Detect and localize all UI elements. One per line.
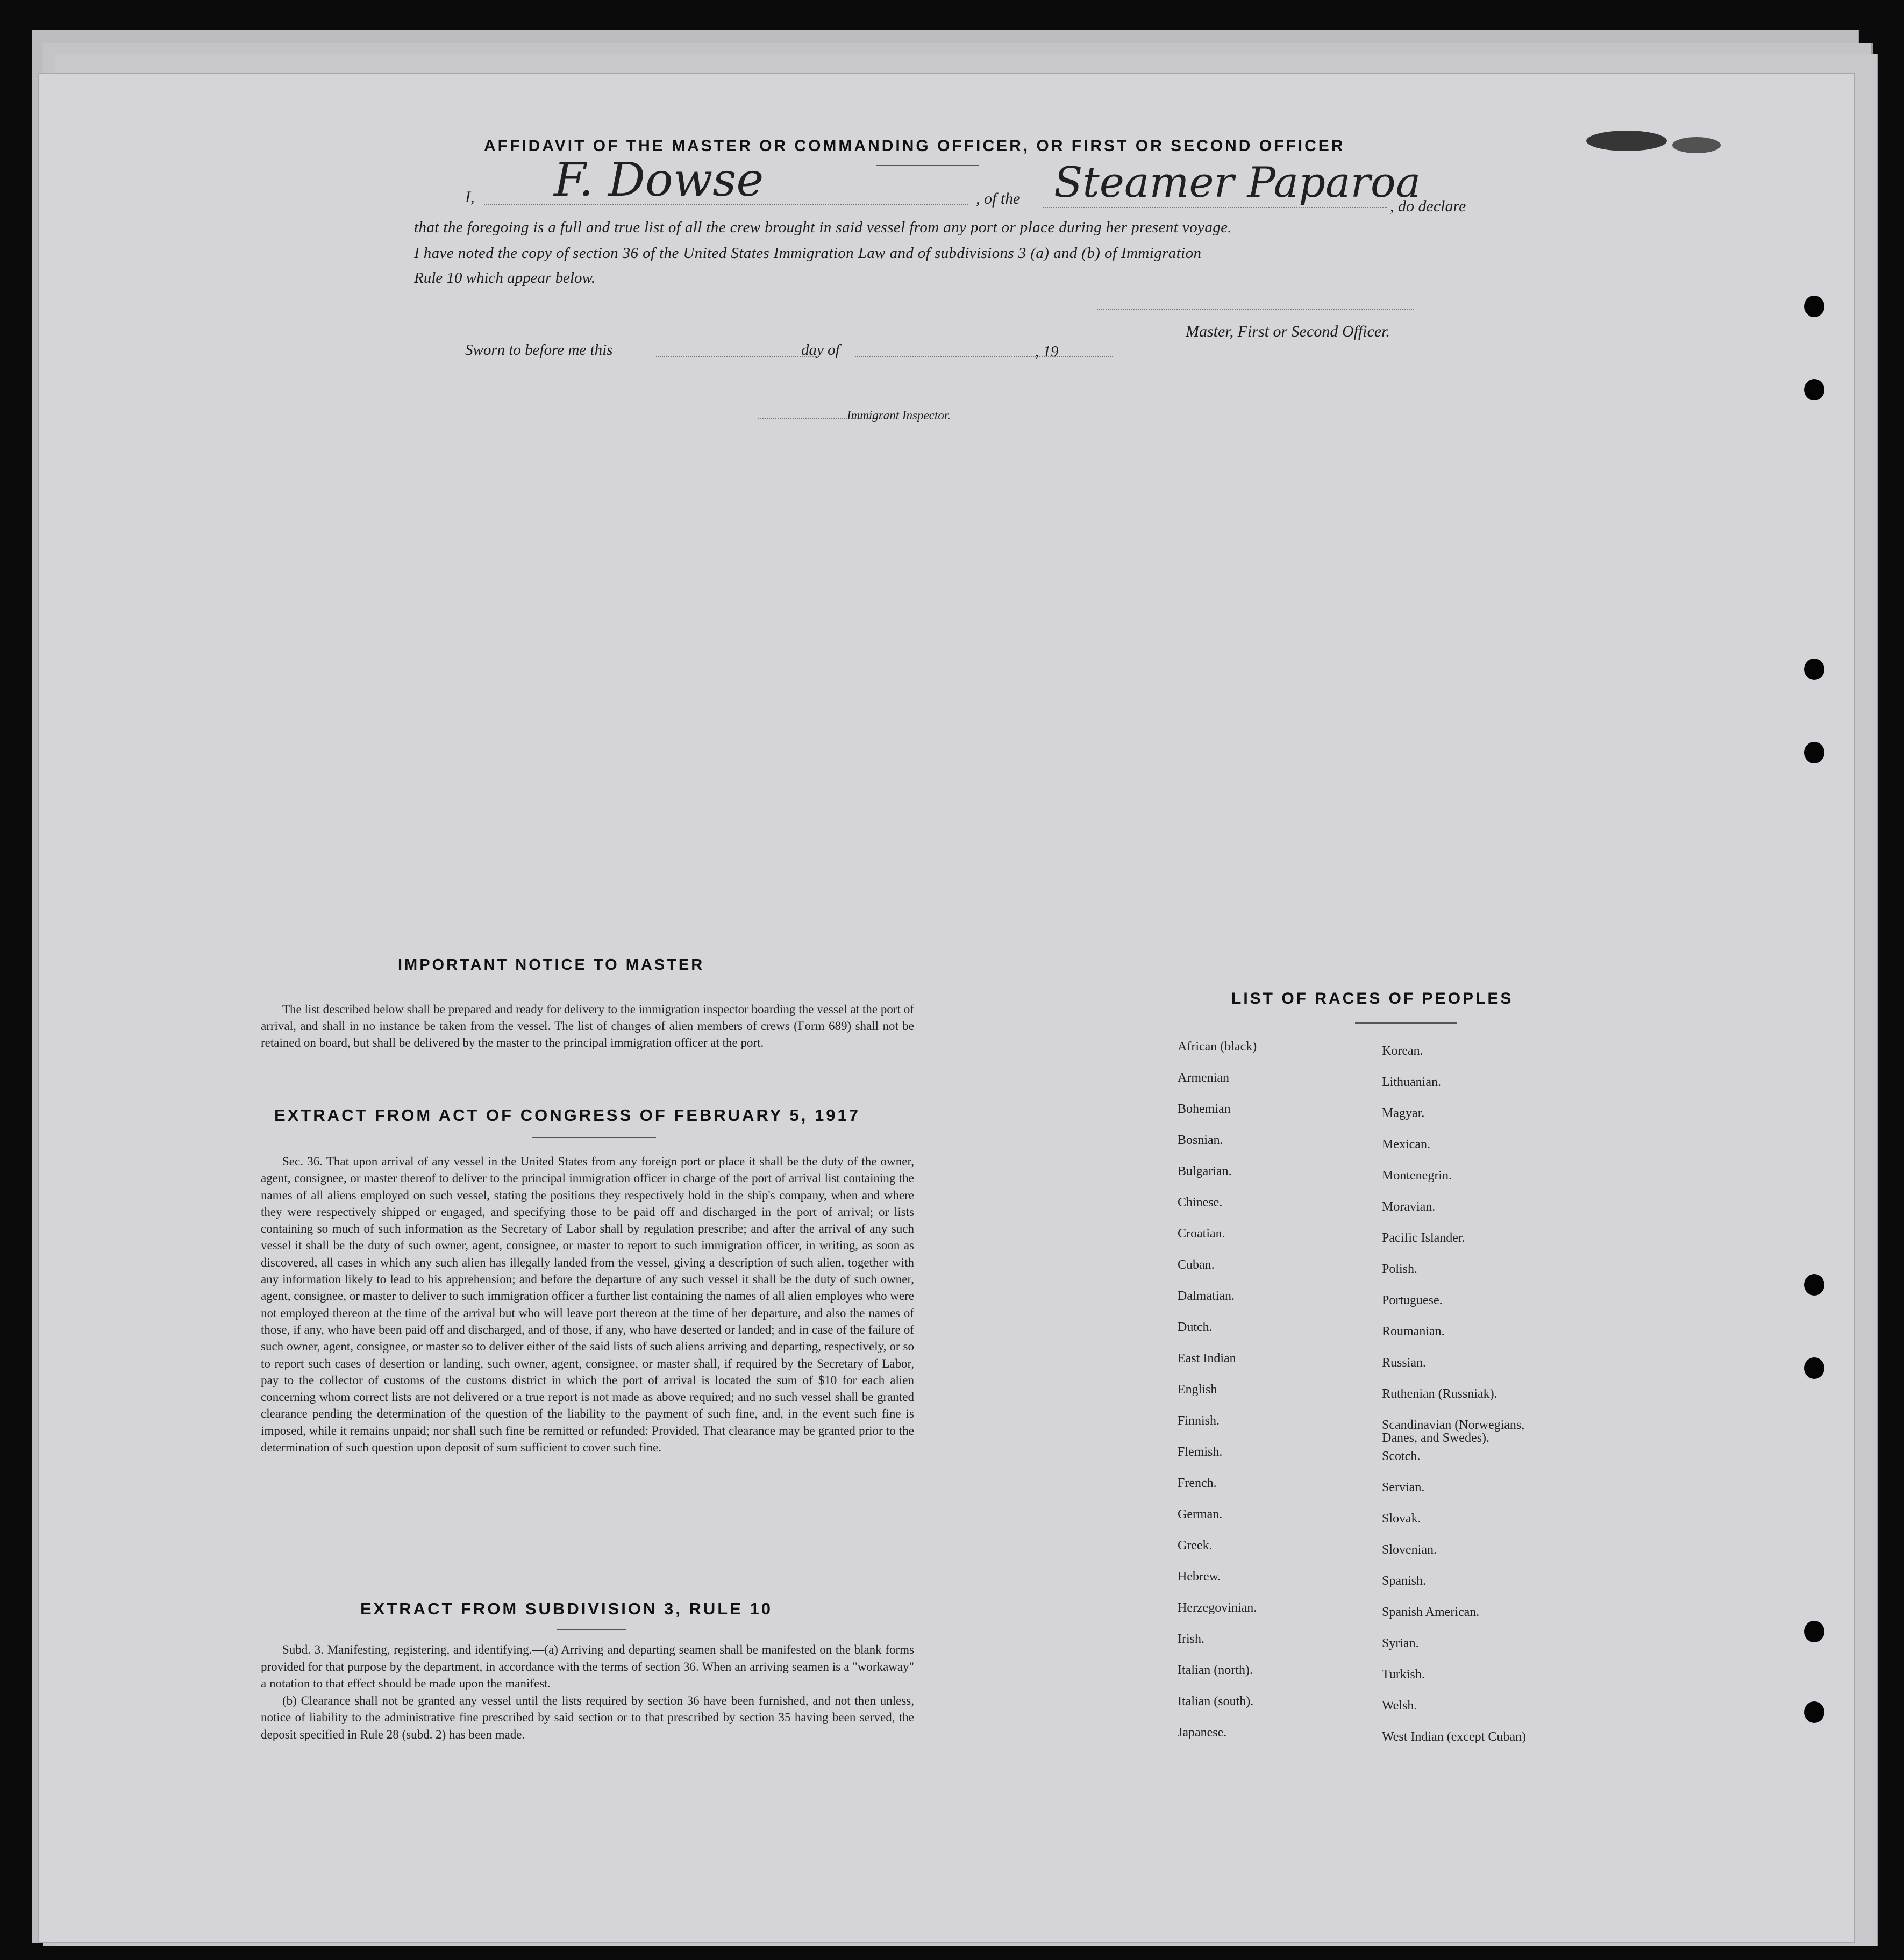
rule-paragraph-a: Subd. 3. Manifesting, registering, and identifying.—(a) Arriving and departing seamen shall be manifested on the blank forms provided for that purpose by the department, in accordance with the terms of section 36. When an arriving seamen is a "workaway" a notation to that effect should be made upon the manifest. <box>261 1643 914 1690</box>
inspector-label: Immigrant Inspector. <box>847 409 951 422</box>
punch-hole <box>1804 742 1824 763</box>
race-item: German. <box>1178 1507 1223 1521</box>
signature-line <box>1097 309 1414 310</box>
do-declare-label: , do declare <box>1390 197 1466 215</box>
race-item: Turkish. <box>1382 1668 1425 1682</box>
act-paragraph: Sec. 36. That upon arrival of any vessel in the United States from any foreign port or place it shall be the duty of the owner, agent, consignee, or master thereof to deliver to the principal immigration officer in charge of the port of arrival list containing the names of all aliens employed on such vessel, stating the positions they respectively hold in the ship's company, when and where they were respectively shipped or engaged, and specifying those to be paid off and discharged in the port of arrival; or lists containing so much of such information as the Secretary of Labor shall by regulation prescribe; and after the arrival of any such vessel it shall be the duty of such owner, agent, consignee, or master to report to such immigration officer, in writing, as soon as discovered, all cases in which any such alien has illegally landed from the vessel, giving a description of such alien, together with any information likely to lead to his apprehension; and before the departure of any such vessel it shall be the duty of such owner, agent, consignee, or master to deliver to such immigration officer a further list containing the names of all alien employes who were not employed thereon at the time of the arrival but who will leave port thereon at the time of her departure, and also the names of those, if any, who have been paid off and discharged, and of those, if any, who have deserted or landed; and in case of the failure of such owner, agent, consignee, or master so to deliver either of the said lists of such aliens arriving and departing, respectively, or so to report such cases of desertion or landing, such owner, agent, consignee, or master shall, if required by the Secretary of Labor, pay to the collector of customs of the customs district in which the port of arrival is located the sum of $10 for each alien concerning whom correct lists are not delivered or a true report is not made as above required; and no such vessel shall be granted clearance pending the determination of the question of the liability to the payment of such fine, and, in the event such fine is imposed, while it remains unpaid; nor shall such fine be remitted or refunded: Provided, That clearance may be granted prior to the determination of such question upon deposit of sum sufficient to cover such fine. <box>261 1155 915 1455</box>
i-label: I, <box>465 188 475 206</box>
race-item: Magyar. <box>1382 1106 1425 1120</box>
divider <box>532 1137 656 1138</box>
punch-hole <box>1804 1357 1824 1379</box>
race-item: Cuban. <box>1178 1258 1215 1272</box>
race-item: Spanish. <box>1382 1574 1427 1588</box>
rule-title: EXTRACT FROM SUBDIVISION 3, RULE 10 <box>360 1599 773 1618</box>
master-name-handwritten: F. Dowse <box>554 153 764 207</box>
divider <box>876 165 979 166</box>
race-item: Polish. <box>1382 1262 1418 1276</box>
race-item: Slovak. <box>1382 1512 1421 1526</box>
sworn-label: Sworn to before me this <box>465 341 613 359</box>
races-right-column <box>1382 1045 1559 1762</box>
punch-hole <box>1804 1274 1824 1296</box>
punch-hole <box>1804 659 1824 680</box>
race-item: Italian (south). <box>1178 1694 1254 1708</box>
race-item: Spanish American. <box>1382 1605 1480 1619</box>
notice-paragraph: The list described below shall be prepared and ready for delivery to the immigration inspector boarding the vessel at the port of arrival, and shall in no instance be taken from the vessel. The list of changes of alien members of crews (Form 689) shall not be retained on board, but shall be delivered by the master to the principal immigration officer at the port. <box>261 1003 914 1049</box>
race-item: Bulgarian. <box>1178 1164 1232 1178</box>
act-title: EXTRACT FROM ACT OF CONGRESS OF FEBRUARY 5, 1917 <box>274 1106 860 1125</box>
day-of-label: day of <box>801 341 840 359</box>
race-item: Portuguese. <box>1382 1293 1443 1307</box>
race-item: Italian (north). <box>1178 1663 1253 1677</box>
punch-hole <box>1804 379 1824 400</box>
race-item: East Indian <box>1178 1351 1236 1365</box>
race-item: West Indian (except Cuban) <box>1382 1730 1526 1744</box>
race-item: French. <box>1178 1476 1217 1490</box>
affidavit-line-3: I have noted the copy of section 36 of the United States Immigration Law and of subdivisions 3 (a) and (b) of Immigration <box>414 245 1202 262</box>
race-item: Greek. <box>1178 1539 1213 1553</box>
ink-smudge <box>1586 131 1667 151</box>
race-item: Moravian. <box>1382 1200 1436 1214</box>
ink-smudge <box>1672 137 1721 153</box>
year-label: , 19 <box>1035 343 1059 360</box>
race-item: Bohemian <box>1178 1102 1231 1116</box>
race-item: Chinese. <box>1178 1196 1223 1210</box>
race-item: Armenian <box>1178 1071 1229 1085</box>
race-item: Roumanian. <box>1382 1325 1445 1339</box>
race-item: Hebrew. <box>1178 1570 1221 1584</box>
race-item: English <box>1178 1383 1217 1397</box>
race-item: Herzegovinian. <box>1178 1601 1257 1615</box>
race-item: Scandinavian (Norwegians, Danes, and Swedes). <box>1382 1418 1525 1445</box>
race-item: African (black) <box>1178 1040 1257 1054</box>
race-item: Russian. <box>1382 1356 1427 1370</box>
race-item: Croatian. <box>1178 1227 1225 1241</box>
notice-body <box>261 1001 914 1051</box>
notice-title: IMPORTANT NOTICE TO MASTER <box>398 956 705 974</box>
affidavit-line-4: Rule 10 which appear below. <box>414 269 595 287</box>
sworn-month-line <box>855 356 1113 357</box>
races-left-column <box>1178 1040 1257 1757</box>
race-item: Finnish. <box>1178 1414 1220 1428</box>
race-item: Syrian. <box>1382 1636 1419 1650</box>
race-item: Montenegrin. <box>1382 1169 1452 1183</box>
race-item: Ruthenian (Russniak). <box>1382 1387 1497 1401</box>
document-page <box>38 73 1855 1943</box>
race-item: Irish. <box>1178 1632 1204 1646</box>
divider <box>1355 1022 1457 1024</box>
race-item: Lithuanian. <box>1382 1075 1441 1089</box>
race-item: Flemish. <box>1178 1445 1223 1459</box>
affidavit-line-2: that the foregoing is a full and true list of all the crew brought in said vessel from any port or place during her present voyage. <box>414 219 1232 236</box>
race-item: Korean. <box>1382 1044 1423 1058</box>
master-label: Master, First or Second Officer. <box>1186 323 1390 340</box>
punch-hole <box>1804 1621 1824 1642</box>
sworn-day-line <box>656 356 817 357</box>
punch-hole <box>1804 296 1824 317</box>
rule-body <box>261 1641 914 1743</box>
punch-hole <box>1804 1701 1824 1723</box>
race-item: Pacific Islander. <box>1382 1231 1465 1245</box>
race-item: Servian. <box>1382 1480 1425 1494</box>
race-item: Mexican. <box>1382 1138 1430 1151</box>
rule-paragraph-b: (b) Clearance shall not be granted any vessel until the lists required by section 36 have been furnished, and not then unless, notice of liability to the administrative fine prescribed by said section or to that prescribed by section 35 having been served, the deposit specified in Rule 28 (subd. 2) has been made. <box>261 1693 914 1741</box>
race-item: Dalmatian. <box>1178 1289 1235 1303</box>
race-item: Welsh. <box>1382 1699 1417 1713</box>
act-body <box>261 1153 914 1456</box>
race-item: Slovenian. <box>1382 1543 1437 1557</box>
race-item: Bosnian. <box>1178 1133 1223 1147</box>
vessel-line <box>1043 207 1387 208</box>
race-item: Japanese. <box>1178 1726 1227 1740</box>
race-item: Dutch. <box>1178 1320 1213 1334</box>
of-the-label: , of the <box>976 190 1021 208</box>
affidavit-title: AFFIDAVIT OF THE MASTER OR COMMANDING OFFICER, OR FIRST OR SECOND OFFICER <box>484 137 1345 155</box>
race-item: Scotch. <box>1382 1449 1421 1463</box>
divider <box>557 1629 626 1630</box>
vessel-name-handwritten: Steamer Paparoa <box>1054 159 1421 207</box>
races-title: LIST OF RACES OF PEOPLES <box>1231 990 1514 1007</box>
